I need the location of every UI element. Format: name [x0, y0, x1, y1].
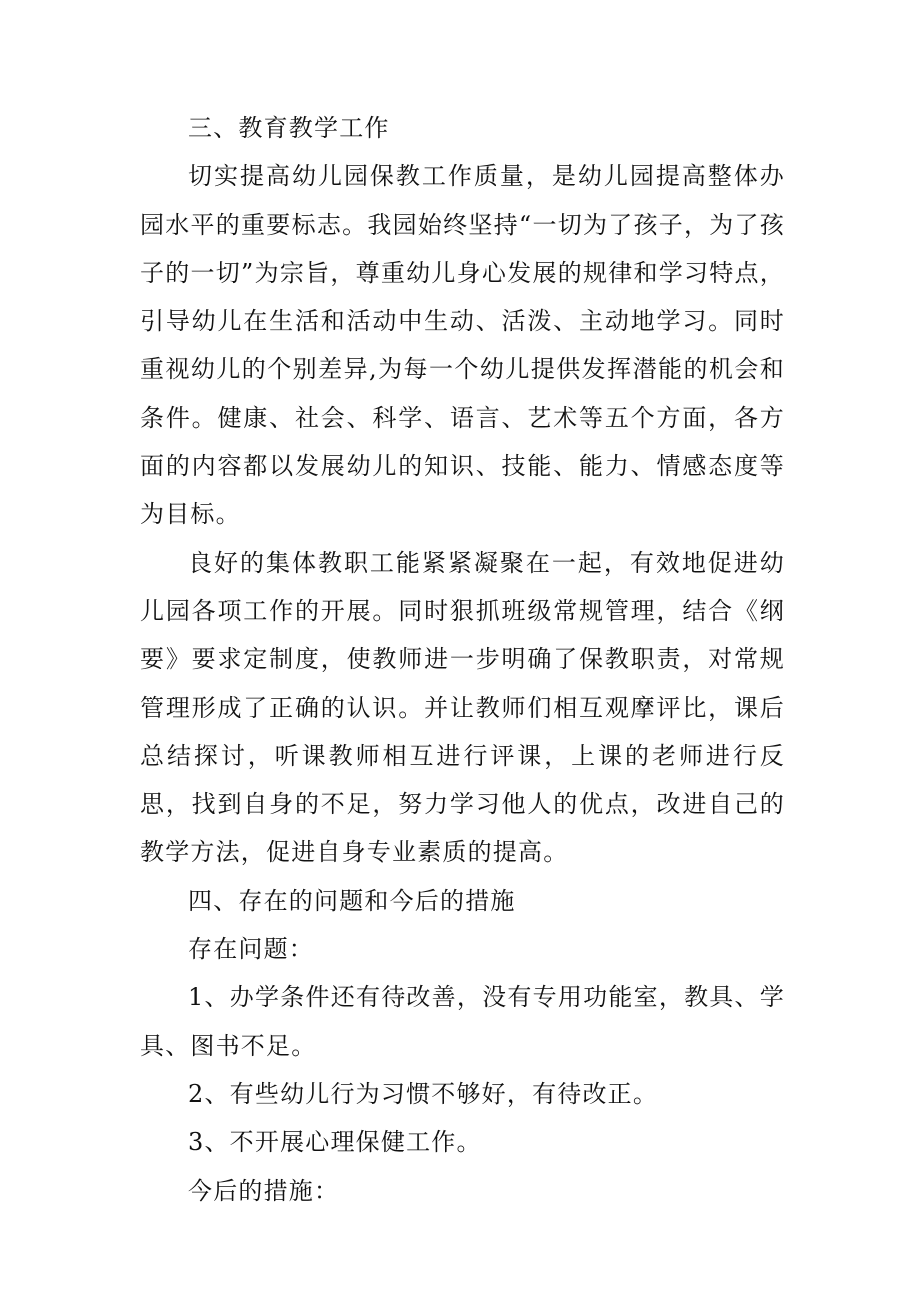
problem-item-1: 1、办学条件还有待改善，没有专用功能室，教具、学具、图书不足。	[140, 983, 785, 1060]
subheading-future-measures: 今后的措施：	[188, 1176, 340, 1205]
problem-item-2: 2、有些幼儿行为习惯不够好，有待改正。	[188, 1079, 659, 1108]
document-body	[140, 104, 785, 1215]
section-heading-education: 三、教育教学工作	[188, 114, 390, 142]
subheading-existing-problems: 存在问题：	[188, 935, 314, 964]
problem-item-3: 3、不开展心理保健工作。	[188, 1128, 482, 1157]
paragraph-teaching-quality: 切实提高幼儿园保教工作质量，是幼儿园提高整体办园水平的重要标志。我园始终坚持“一切为了孩子，为了孩子的一切”为宗旨，尊重幼儿身心发展的规律和学习特点，引导幼儿在生活和活动中生动、活泼、主动地学习。同时重视幼儿的个别差异,为每一个幼儿提供发挥潜能的机会和条件。健康、社会、科学、语言、艺术等五个方面，各方面的内容都以发展幼儿的知识、技能、能力、情感态度等为目标。	[140, 162, 785, 529]
paragraph-staff-management: 良好的集体教职工能紧紧凝聚在一起，有效地促进幼儿园各项工作的开展。同时狠抓班级常规管理，结合《纲要》要求定制度，使教师进一步明确了保教职责，对常规管理形成了正确的认识。并让教师们相互观摩评比，课后总结探讨，听课教师相互进行评课，上课的老师进行反思，找到自身的不足，努力学习他人的优点，改进自己的教学方法，促进自身专业素质的提高。	[140, 548, 785, 867]
section-heading-problems: 四、存在的问题和今后的措施	[188, 886, 516, 915]
